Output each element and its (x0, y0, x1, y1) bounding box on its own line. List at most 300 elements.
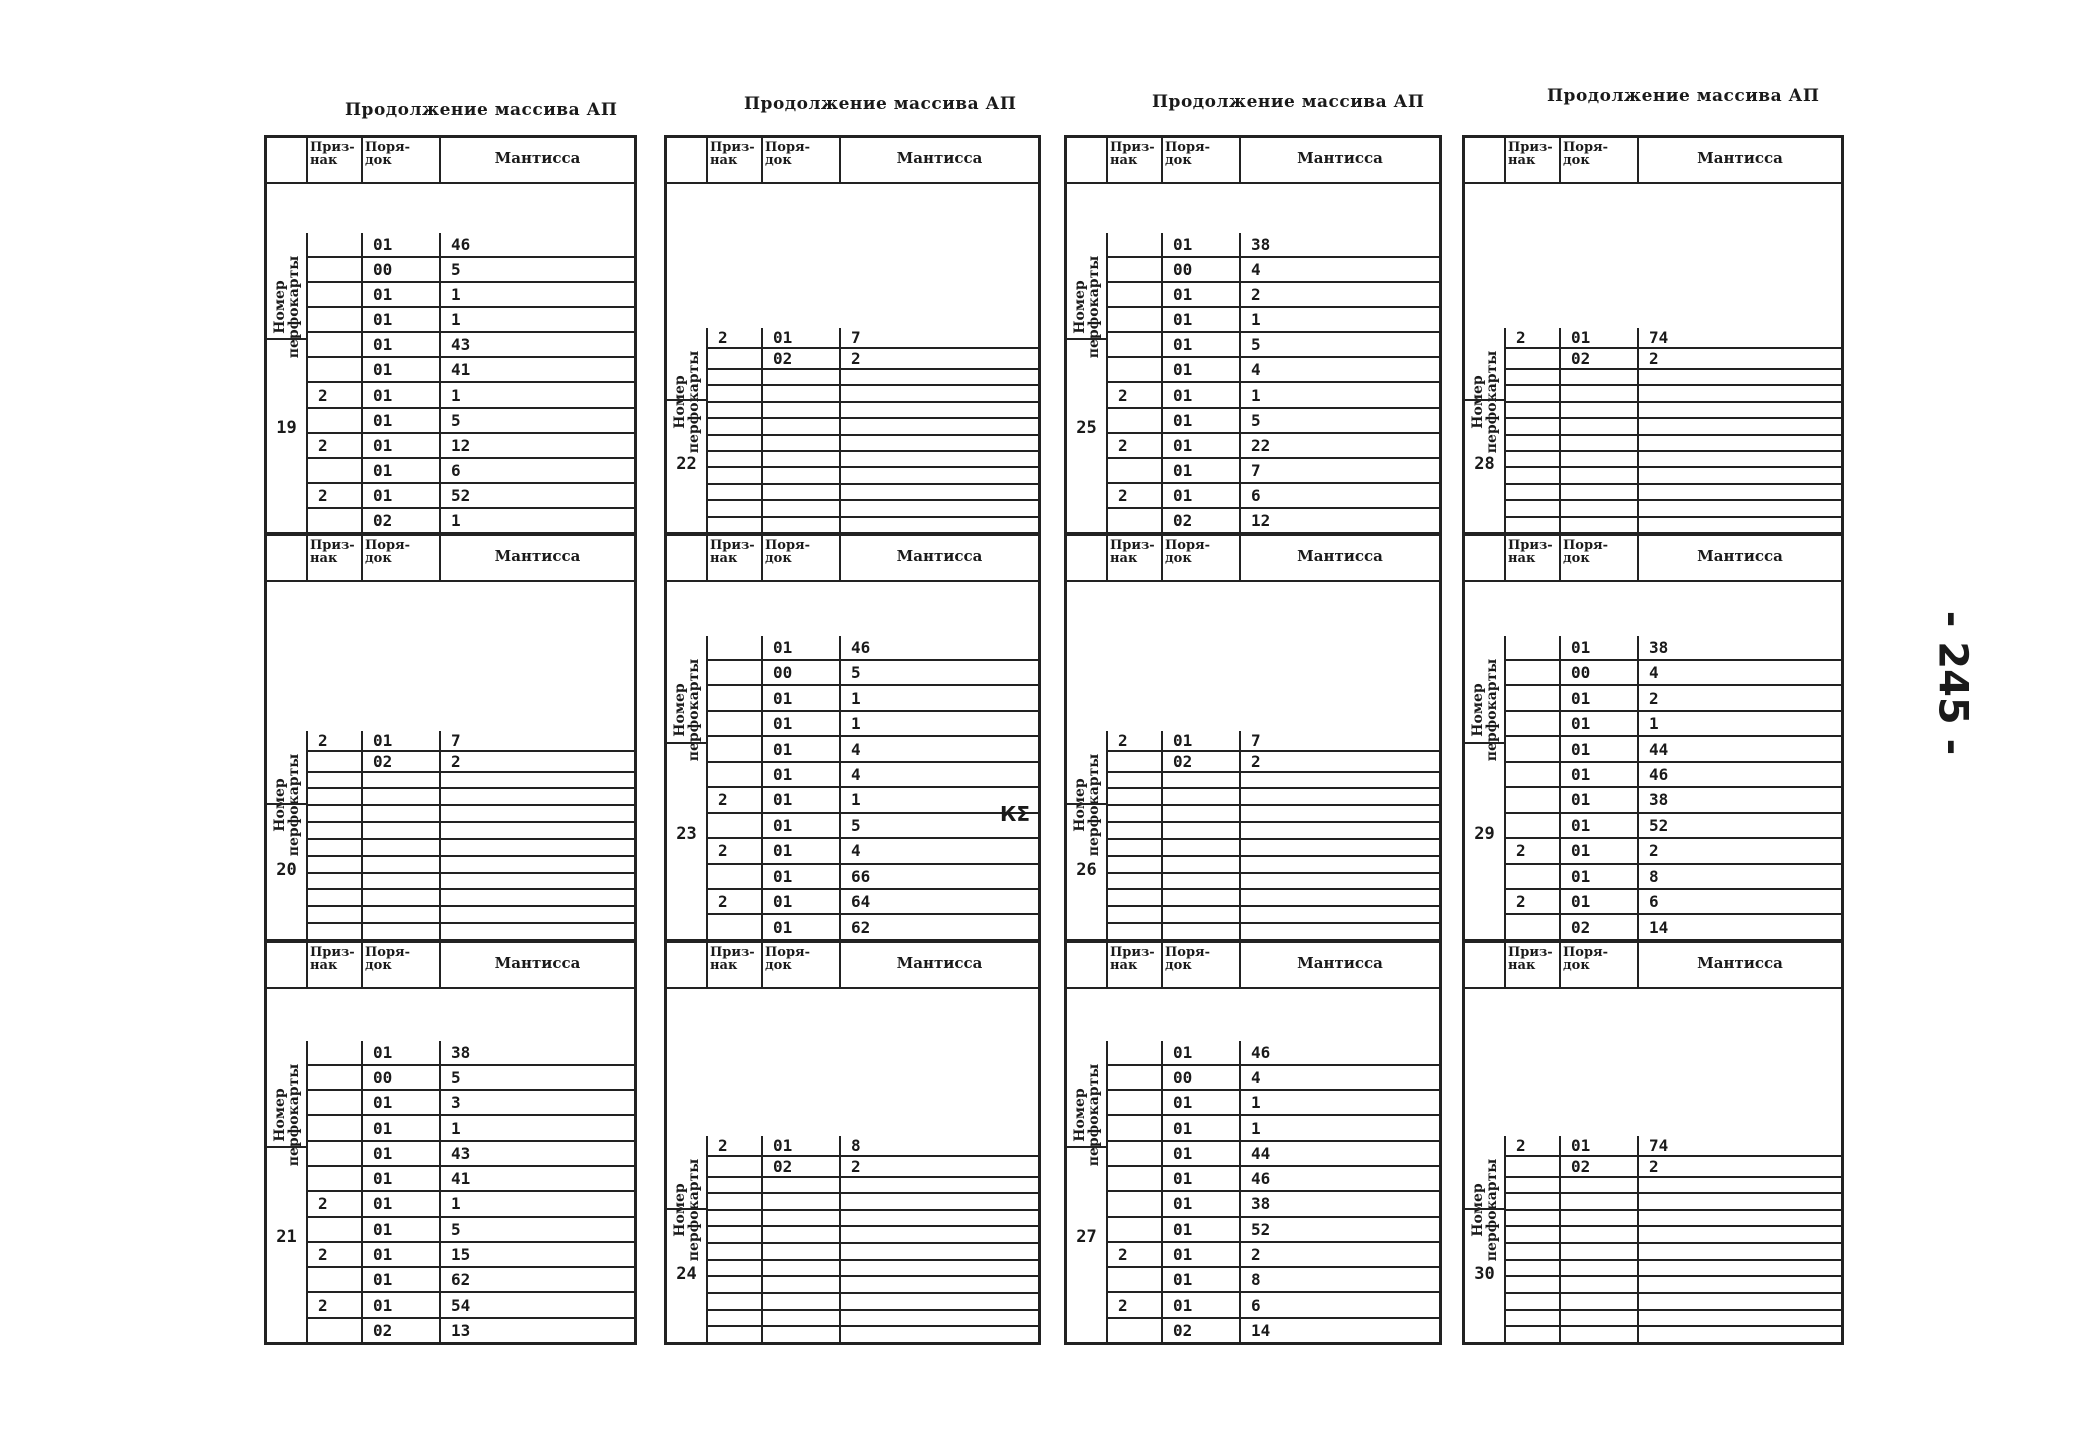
order-cell: 01 (1163, 409, 1241, 432)
table-row (1108, 1066, 1439, 1091)
order-cell: 00 (1163, 258, 1241, 281)
table-row (708, 1311, 1038, 1328)
header-number-cell (667, 943, 708, 989)
mantissa-cell (1241, 789, 1439, 804)
order-cell (363, 874, 441, 889)
card-number: 25 (1076, 418, 1097, 439)
table-row (1108, 806, 1439, 823)
order-cell: 01 (1163, 731, 1241, 750)
mantissa-cell: 2 (451, 751, 461, 771)
punch-card-table (1462, 940, 1844, 1345)
table-row (308, 409, 634, 434)
mantissa-cell: 62 (451, 1270, 471, 1290)
header-order: Поря- док (363, 138, 441, 184)
sign-cell (1108, 509, 1163, 532)
sign-cell (708, 403, 763, 417)
mantissa-cell: 1 (451, 1118, 461, 1138)
mantissa-cell: 74 (1649, 328, 1669, 347)
header-order: Поря- док (1561, 138, 1639, 184)
mantissa-cell (1639, 1194, 1841, 1209)
mantissa-cell: 4 (1251, 1067, 1261, 1087)
table-rows (308, 1041, 634, 1343)
table-row (1108, 283, 1439, 308)
sign-cell (708, 1327, 763, 1342)
order-cell (1561, 1244, 1639, 1259)
mantissa-cell: 41 (451, 360, 471, 380)
punch-card-table (664, 533, 1041, 942)
sign-cell (1506, 452, 1561, 466)
sign-cell (308, 358, 363, 381)
card-number-column (267, 1041, 308, 1343)
sign-cell (708, 1194, 763, 1209)
order-cell (1561, 501, 1639, 515)
sign-cell (308, 1142, 363, 1165)
order-cell (763, 1211, 841, 1226)
table-row (708, 1136, 1038, 1157)
sign-cell (1506, 788, 1561, 811)
punch-card-table (1462, 135, 1844, 535)
sign-cell (1506, 1327, 1561, 1342)
header-sign: Приз- нак (708, 536, 763, 582)
order-cell: 01 (1561, 636, 1639, 659)
table-rows (708, 328, 1038, 532)
table-row (708, 485, 1038, 501)
order-cell (363, 890, 441, 905)
sign-cell: 2 (708, 328, 763, 347)
order-cell: 00 (763, 661, 841, 684)
sign-cell (308, 857, 363, 872)
table-row (1108, 1319, 1439, 1342)
divider (1067, 338, 1106, 340)
order-cell: 01 (763, 763, 841, 786)
sign-cell (708, 1157, 763, 1176)
table-row (708, 1294, 1038, 1311)
header-sign: Приз- нак (308, 536, 363, 582)
header-order: Поря- док (363, 943, 441, 989)
sign-cell (708, 1178, 763, 1193)
mantissa-cell (1639, 1211, 1841, 1226)
order-cell: 01 (763, 1136, 841, 1155)
table-row (1108, 434, 1439, 459)
order-cell: 01 (763, 788, 841, 811)
table-row (1506, 452, 1841, 468)
mantissa-cell: 5 (451, 1067, 461, 1087)
order-cell: 01 (363, 333, 441, 356)
header-sign: Приз- нак (708, 138, 763, 184)
sign-cell (1108, 1091, 1163, 1114)
sign-cell (308, 308, 363, 331)
mantissa-cell: 43 (451, 335, 471, 355)
sign-cell: 2 (1506, 890, 1561, 913)
table-row (1108, 1116, 1439, 1141)
header-mantissa: Мантисса (1241, 536, 1439, 582)
table-row (308, 890, 634, 907)
table-row (1506, 386, 1841, 402)
sign-cell (1108, 806, 1163, 821)
header-mantissa: Мантисса (841, 138, 1038, 184)
sign-cell (1506, 1194, 1561, 1209)
header-number-cell (1067, 138, 1108, 184)
order-cell (1561, 1294, 1639, 1309)
sign-cell (1108, 874, 1163, 889)
sign-cell (308, 333, 363, 356)
table-row (1108, 1243, 1439, 1268)
order-cell (763, 436, 841, 450)
mantissa-cell (441, 890, 634, 905)
order-cell: 01 (363, 409, 441, 432)
mantissa-cell: 2 (851, 349, 861, 368)
mantissa-cell: 2 (1251, 1245, 1261, 1265)
header-number-cell (267, 138, 308, 184)
table-rows (1506, 1136, 1841, 1343)
table-row (308, 773, 634, 790)
order-cell: 01 (1163, 308, 1241, 331)
order-cell (363, 773, 441, 788)
header-number-cell (1067, 943, 1108, 989)
card-number-label: Номер перфокарты (271, 753, 302, 856)
sign-cell (1108, 1268, 1163, 1291)
mantissa-cell: 44 (1251, 1143, 1271, 1163)
sign-cell (1506, 1261, 1561, 1276)
table-row (708, 661, 1038, 686)
mantissa-cell (841, 1311, 1038, 1326)
mantissa-cell (841, 1227, 1038, 1242)
order-cell: 01 (363, 1041, 441, 1064)
card-number: 26 (1076, 859, 1097, 880)
sign-cell (708, 814, 763, 837)
sign-cell: 2 (308, 1192, 363, 1215)
order-cell: 01 (763, 686, 841, 709)
sign-cell (1108, 283, 1163, 306)
header-number-cell (267, 943, 308, 989)
mantissa-cell (1639, 1178, 1841, 1193)
mantissa-cell (841, 501, 1038, 515)
card-number-column (1067, 731, 1108, 940)
mantissa-cell: 74 (1649, 1135, 1669, 1155)
sign-cell (708, 1311, 763, 1326)
sign-cell (1108, 1116, 1163, 1139)
table-row (1506, 419, 1841, 435)
order-cell (763, 1327, 841, 1342)
sign-cell (1108, 358, 1163, 381)
sign-cell (1506, 712, 1561, 735)
sign-cell (1506, 501, 1561, 515)
mantissa-cell: 5 (451, 410, 461, 430)
table-row (1506, 1244, 1841, 1261)
sign-cell (1108, 1167, 1163, 1190)
table-row (1108, 773, 1439, 790)
sign-cell (1506, 370, 1561, 384)
mantissa-cell: 8 (1649, 866, 1659, 886)
mantissa-cell (1639, 1244, 1841, 1259)
mantissa-cell (441, 907, 634, 922)
mantissa-cell: 5 (451, 1219, 461, 1239)
table-row (308, 358, 634, 383)
table-row (1506, 636, 1841, 661)
table-row (708, 419, 1038, 435)
table-row (308, 907, 634, 924)
order-cell (1561, 1194, 1639, 1209)
mantissa-cell (441, 789, 634, 804)
sign-cell (1506, 1227, 1561, 1242)
table-row (1108, 409, 1439, 434)
order-cell (763, 1227, 841, 1242)
order-cell (363, 840, 441, 855)
order-cell: 01 (1163, 1116, 1241, 1139)
order-cell: 01 (1163, 1091, 1241, 1114)
order-cell: 00 (1163, 1066, 1241, 1089)
order-cell: 01 (1561, 686, 1639, 709)
table-row (708, 1327, 1038, 1342)
table-row (308, 383, 634, 408)
order-cell: 02 (1163, 752, 1241, 771)
sign-cell (308, 823, 363, 838)
table-row (1108, 924, 1439, 939)
table-row (1108, 840, 1439, 857)
mantissa-cell: 2 (1251, 285, 1261, 305)
order-cell: 01 (1561, 763, 1639, 786)
order-cell: 01 (1163, 1041, 1241, 1064)
sign-cell (708, 436, 763, 450)
header-number-cell (1465, 138, 1506, 184)
order-cell (763, 452, 841, 466)
sign-cell (1108, 773, 1163, 788)
table-row (1506, 468, 1841, 484)
mantissa-cell: 7 (1251, 460, 1261, 480)
mantissa-cell: 1 (1251, 1093, 1261, 1113)
sign-cell (1506, 686, 1561, 709)
order-cell: 02 (1561, 349, 1639, 368)
table-row (1108, 752, 1439, 773)
mantissa-cell (1639, 403, 1841, 417)
divider (267, 1146, 306, 1148)
order-cell (1163, 806, 1241, 821)
sign-cell: 2 (1108, 434, 1163, 457)
table-row (708, 686, 1038, 711)
order-cell: 01 (1163, 1192, 1241, 1215)
mantissa-cell: 1 (451, 1194, 461, 1214)
table-row (1506, 485, 1841, 501)
header-mantissa: Мантисса (441, 138, 634, 184)
mantissa-cell (1639, 386, 1841, 400)
table-row (308, 1243, 634, 1268)
mantissa-cell: 64 (851, 892, 871, 912)
mantissa-cell (1639, 468, 1841, 482)
sign-cell (1108, 1066, 1163, 1089)
sign-cell (1108, 890, 1163, 905)
order-cell (1163, 874, 1241, 889)
sign-cell (1506, 485, 1561, 499)
sign-cell (708, 485, 763, 499)
order-cell (1561, 1178, 1639, 1193)
table-row (308, 1041, 634, 1066)
order-cell: 02 (763, 1157, 841, 1176)
table-rows (708, 636, 1038, 940)
table-rows (1108, 1041, 1439, 1343)
order-cell: 01 (363, 1268, 441, 1291)
table-row (1506, 737, 1841, 762)
sign-cell (1506, 1157, 1561, 1176)
mantissa-cell (1241, 806, 1439, 821)
mantissa-cell (841, 1294, 1038, 1309)
table-row (708, 468, 1038, 484)
table-row (1506, 349, 1841, 370)
mantissa-cell: 1 (451, 385, 461, 405)
order-cell: 01 (363, 1142, 441, 1165)
card-number-label: Номер перфокарты (671, 1158, 702, 1261)
mantissa-cell: 41 (451, 1169, 471, 1189)
card-number-label: Номер перфокарты (1071, 753, 1102, 856)
table-row (1108, 484, 1439, 509)
order-cell (1561, 1227, 1639, 1242)
sign-cell (1108, 752, 1163, 771)
sign-cell (1506, 1178, 1561, 1193)
mantissa-cell (841, 485, 1038, 499)
header-sign: Приз- нак (708, 943, 763, 989)
card-number-column (267, 731, 308, 940)
sign-cell: 2 (1108, 484, 1163, 507)
mantissa-cell: 4 (851, 841, 861, 861)
order-cell (763, 485, 841, 499)
table-row (1506, 661, 1841, 686)
order-cell (363, 924, 441, 939)
sign-cell (1506, 468, 1561, 482)
order-cell: 01 (763, 814, 841, 837)
sign-cell (1108, 459, 1163, 482)
order-cell (763, 1277, 841, 1292)
table-row (1506, 763, 1841, 788)
table-row (1506, 328, 1841, 349)
table-row (708, 763, 1038, 788)
order-cell: 01 (1163, 484, 1241, 507)
order-cell: 01 (363, 358, 441, 381)
card-number-label: Номер перфокарты (1469, 350, 1500, 454)
table-row (308, 924, 634, 939)
table-row (708, 436, 1038, 452)
sign-cell (1506, 386, 1561, 400)
card-number-column (667, 328, 708, 532)
table-row (1506, 686, 1841, 711)
order-cell (763, 1311, 841, 1326)
header-sign: Приз- нак (1108, 943, 1163, 989)
order-cell (1561, 419, 1639, 433)
sign-cell (308, 233, 363, 256)
order-cell: 01 (1163, 1293, 1241, 1316)
mantissa-cell: 2 (1649, 1156, 1659, 1176)
table-row (1506, 436, 1841, 452)
mantissa-cell (841, 386, 1038, 400)
table-row (1108, 509, 1439, 532)
order-cell: 01 (763, 890, 841, 913)
mantissa-cell: 38 (1251, 1194, 1271, 1214)
table-row (1108, 1268, 1439, 1293)
table-row (708, 1261, 1038, 1278)
mantissa-cell (1241, 773, 1439, 788)
column-title: Продолжение массива АП (1152, 92, 1425, 112)
header-order: Поря- док (1561, 943, 1639, 989)
table-row (1108, 358, 1439, 383)
table-row (308, 1218, 634, 1243)
mantissa-cell: 5 (1251, 410, 1261, 430)
sign-cell: 2 (1108, 383, 1163, 406)
order-cell (1561, 436, 1639, 450)
sign-cell (708, 501, 763, 515)
order-cell (763, 403, 841, 417)
header-order: Поря- док (1163, 536, 1241, 582)
table-row (708, 737, 1038, 762)
order-cell: 01 (1163, 283, 1241, 306)
table-row (1506, 1157, 1841, 1178)
sign-cell (1108, 1218, 1163, 1241)
mantissa-cell (841, 1261, 1038, 1276)
mantissa-cell: 14 (1251, 1320, 1271, 1340)
table-row (708, 403, 1038, 419)
sign-cell (308, 1066, 363, 1089)
mantissa-cell (441, 840, 634, 855)
mantissa-cell: 6 (451, 460, 461, 480)
mantissa-cell: 6 (1251, 1295, 1261, 1315)
table-row (308, 731, 634, 752)
order-cell: 02 (763, 349, 841, 368)
sign-cell (1506, 518, 1561, 532)
order-cell: 01 (1163, 333, 1241, 356)
sign-cell (708, 865, 763, 888)
order-cell (363, 823, 441, 838)
sign-cell (1506, 1211, 1561, 1226)
table-row (308, 258, 634, 283)
order-cell (763, 1294, 841, 1309)
order-cell: 01 (1163, 1218, 1241, 1241)
mantissa-cell: 1 (1251, 1118, 1261, 1138)
table-row (708, 636, 1038, 661)
mantissa-cell: 2 (1649, 349, 1659, 368)
order-cell: 01 (763, 712, 841, 735)
punch-card-table (1064, 940, 1442, 1345)
sign-cell (1108, 924, 1163, 939)
mantissa-cell: 6 (1649, 892, 1659, 912)
mantissa-cell (1241, 840, 1439, 855)
sign-cell (308, 1167, 363, 1190)
table-row (1108, 1142, 1439, 1167)
sign-cell: 2 (308, 434, 363, 457)
sign-cell: 2 (708, 788, 763, 811)
sign-cell (1108, 1319, 1163, 1342)
mantissa-cell: 46 (1649, 764, 1669, 784)
card-number-label: Номер перфокарты (1071, 1063, 1102, 1166)
punch-card-table (664, 135, 1041, 535)
table-rows (1506, 328, 1841, 532)
mantissa-cell: 15 (451, 1245, 471, 1265)
order-cell (1163, 857, 1241, 872)
mantissa-cell: 46 (451, 235, 471, 255)
mantissa-cell (1639, 518, 1841, 532)
table-row (1108, 1192, 1439, 1217)
mantissa-cell: 46 (851, 637, 871, 657)
order-cell: 01 (1561, 814, 1639, 837)
mantissa-cell: 66 (851, 866, 871, 886)
table-row (308, 1091, 634, 1116)
sign-cell (308, 773, 363, 788)
sign-cell (308, 409, 363, 432)
mantissa-cell (1639, 452, 1841, 466)
card-number-label: Номер перфокарты (1469, 1158, 1500, 1261)
table-row (708, 1227, 1038, 1244)
sign-cell (708, 518, 763, 532)
order-cell: 01 (1561, 890, 1639, 913)
header-order: Поря- док (763, 943, 841, 989)
table-row (708, 865, 1038, 890)
order-cell: 00 (363, 258, 441, 281)
